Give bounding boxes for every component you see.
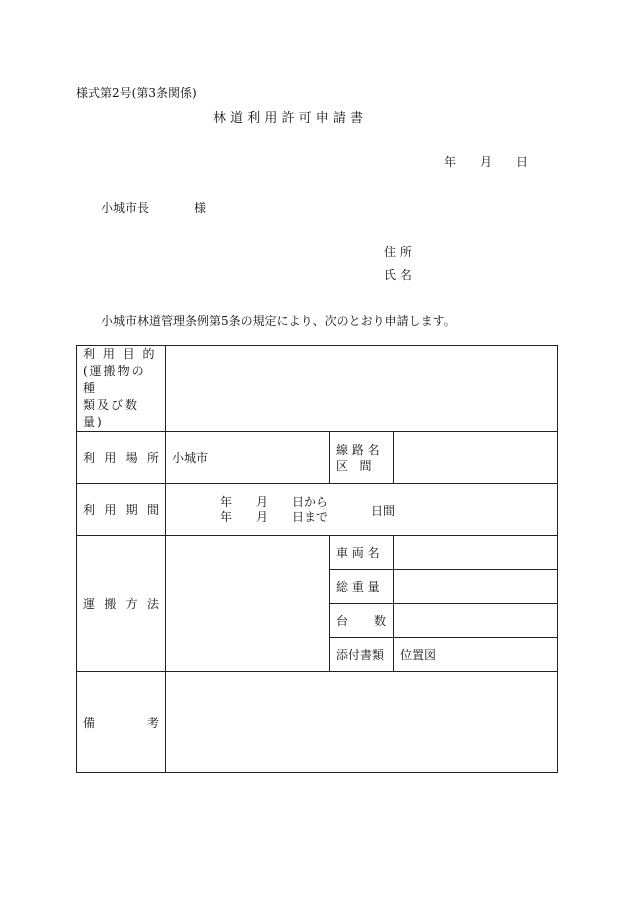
place-label-char: 場	[125, 451, 138, 465]
place-label-char: 用	[104, 451, 117, 465]
period-start: 年 月 日から	[220, 494, 329, 509]
purpose-label-line1: 利 用 目 的	[83, 347, 157, 361]
attachments-value[interactable]: 位置図	[394, 638, 558, 672]
route-label-line2: 区 間	[336, 458, 372, 473]
application-table	[76, 345, 558, 773]
count-value[interactable]	[394, 604, 558, 638]
row-purpose	[77, 346, 558, 432]
date-year: 年	[444, 155, 457, 169]
row-period	[77, 484, 558, 536]
period-label-char: 用	[104, 503, 117, 517]
place-label-char: 所	[146, 451, 159, 465]
name-label: 氏 名	[384, 268, 412, 282]
remarks-label-char: 考	[146, 715, 159, 730]
route-label	[330, 432, 394, 484]
transport-label	[77, 536, 166, 672]
date-day: 日	[516, 155, 529, 169]
weight-label: 総 重 量	[330, 570, 394, 604]
place-label-char: 利	[83, 451, 96, 465]
period-end: 年 月 日まで	[220, 509, 329, 524]
weight-value[interactable]	[394, 570, 558, 604]
honorific: 様	[194, 201, 207, 215]
address-label: 住 所	[384, 245, 412, 259]
date-month: 月	[480, 155, 493, 169]
period-label-char: 期	[125, 503, 138, 517]
transport-value[interactable]	[166, 536, 330, 672]
place-value[interactable]: 小城市	[166, 432, 330, 484]
place-label	[77, 432, 166, 484]
intro-text: 小城市林道管理条例第5条の規定により、次のとおり申請します。	[101, 314, 456, 328]
attachments-label: 添付書類	[330, 638, 394, 672]
count-label	[330, 604, 394, 638]
form-title: 林 道 利 用 許 可 申 請 書	[213, 111, 364, 126]
form-number: 様式第2号(第3条関係)	[76, 86, 197, 100]
transport-label-char: 方	[125, 597, 138, 611]
count-label-char: 数	[373, 614, 386, 628]
period-days: 日間	[371, 504, 396, 518]
vehicle-label: 車 両 名	[330, 536, 394, 570]
route-value[interactable]	[394, 432, 558, 484]
remarks-label-char: 備	[83, 715, 96, 730]
transport-label-char: 搬	[104, 597, 117, 611]
period-value[interactable]	[166, 484, 558, 536]
row-vehicle	[77, 536, 558, 570]
purpose-label	[77, 346, 166, 432]
vehicle-value[interactable]	[394, 536, 558, 570]
period-label-char: 間	[146, 503, 159, 517]
period-label	[77, 484, 166, 536]
row-place	[77, 432, 558, 484]
remarks-label	[77, 672, 166, 773]
addressee: 小城市長	[101, 201, 150, 215]
purpose-value[interactable]	[166, 346, 558, 432]
remarks-value[interactable]	[166, 672, 558, 773]
route-label-line1: 線 路 名	[336, 442, 380, 457]
row-remarks	[77, 672, 558, 773]
purpose-label-line3: 類及び数量)	[83, 398, 140, 429]
transport-label-char: 法	[146, 597, 159, 611]
period-label-char: 利	[83, 503, 96, 517]
purpose-label-line2: (運搬物の種	[83, 364, 146, 395]
transport-label-char: 運	[83, 597, 96, 611]
count-label-char: 台	[336, 614, 349, 628]
